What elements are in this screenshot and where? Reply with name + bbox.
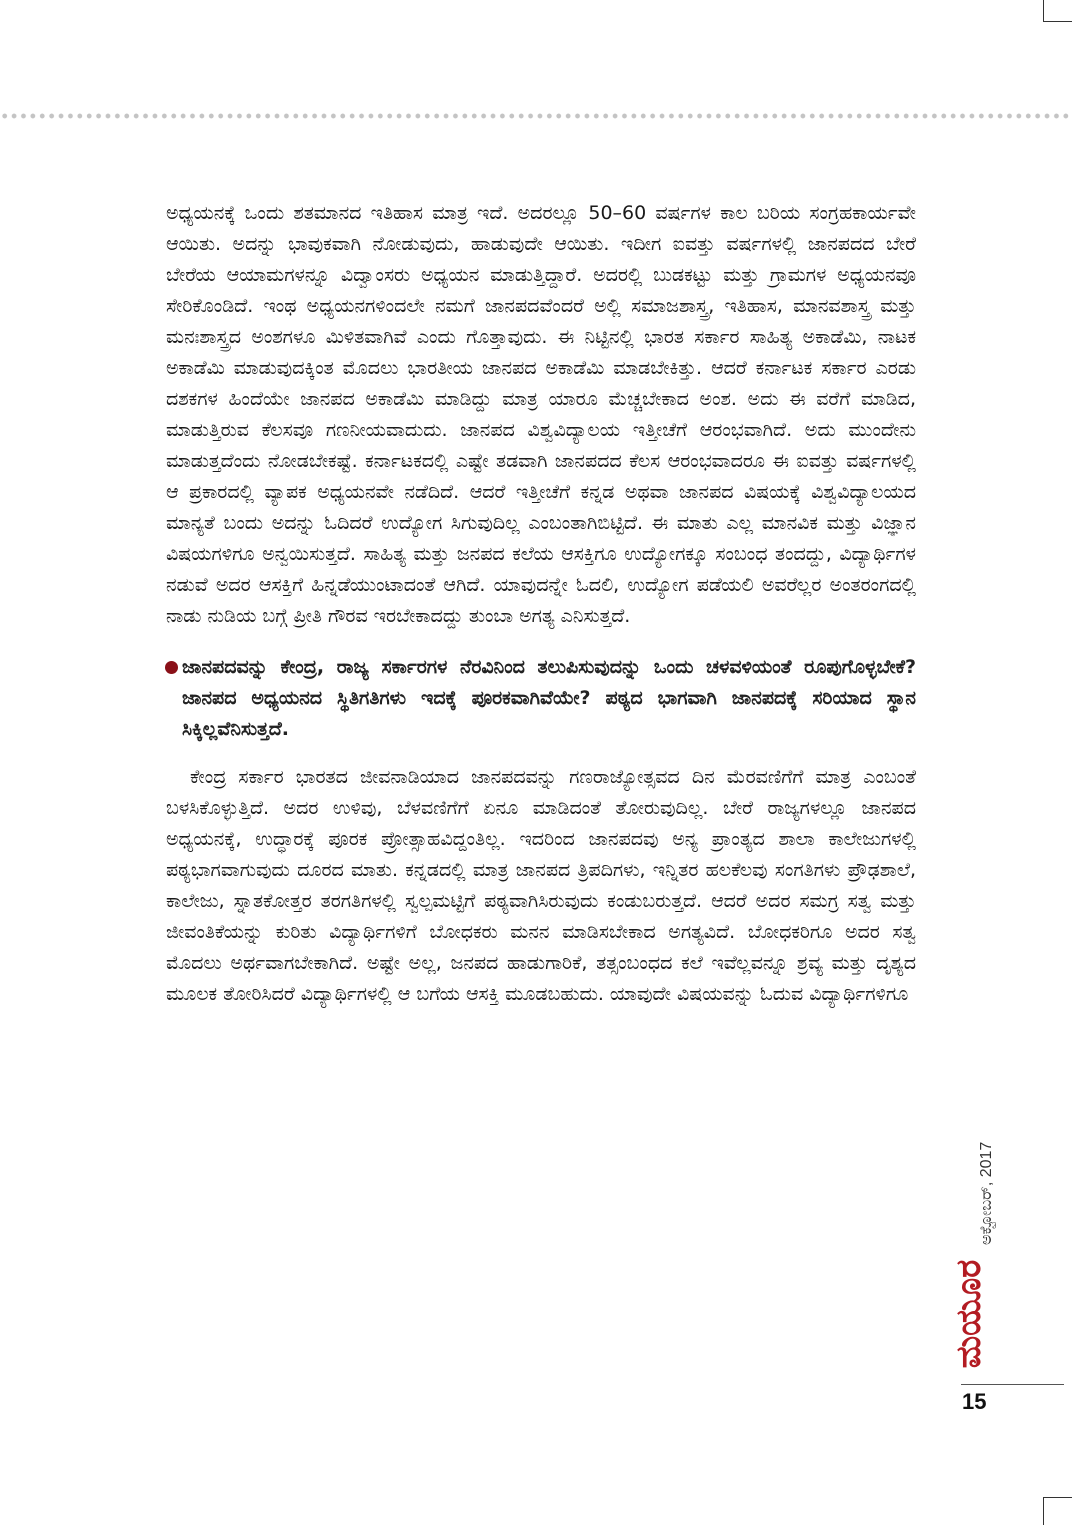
article-body	[166, 198, 916, 1010]
issue-date-text: ಅಕ್ಟೋಬರ್, 2017	[978, 1141, 995, 1245]
page-number: 15	[962, 1389, 987, 1414]
question-text: ಜಾನಪದವನ್ನು ಕೇಂದ್ರ, ರಾಜ್ಯ ಸರ್ಕಾರಗಳ ನೆರವಿನಿಂದ ತಲುಪಿಸುವುದನ್ನು ಒಂದು ಚಳವಳಿಯಂತೆ ರೂಪುಗೊಳ್ಳಬೇಕೆ? ಜಾನಪದ ಅಧ್ಯಯನದ ಸ್ಥಿತಿಗತಿಗಳು ಇದಕ್ಕೆ ಪೂರಕವಾಗಿವೆಯೇ? ಪಠ್ಯದ ಭಾಗವಾಗಿ ಜಾನಪದಕ್ಕೆ ಸರಿಯಾದ ಸ್ಥಾನ ಸಿಕ್ಕಿಲ್ಲವೆನಿಸುತ್ತದೆ.	[182, 656, 916, 740]
dotted-header-rule	[0, 112, 1072, 120]
bullet-icon	[165, 661, 178, 674]
interview-question	[166, 652, 916, 745]
magazine-logo-text: ಮಯೂರ	[949, 1259, 989, 1369]
crop-mark-top	[1043, 0, 1044, 22]
magazine-logo	[945, 1255, 993, 1373]
crop-mark-top-horizontal	[1043, 21, 1072, 22]
issue-date	[975, 1075, 999, 1245]
paragraph-2: ಕೇಂದ್ರ ಸರ್ಕಾರ ಭಾರತದ ಜೀವನಾಡಿಯಾದ ಜಾನಪದವನ್ನು ಗಣರಾಜ್ಯೋತ್ಸವದ ದಿನ ಮೆರವಣಿಗೆಗೆ ಮಾತ್ರ ಎಂಬಂತೆ ಬಳಸಿಕೊಳ್ಳುತ್ತಿದೆ. ಅದರ ಉಳಿವು, ಬೆಳವಣಿಗೆಗೆ ಏನೂ ಮಾಡಿದಂತೆ ತೋರುವುದಿಲ್ಲ. ಬೇರೆ ರಾಜ್ಯಗಳಲ್ಲೂ ಜಾನಪದ ಅಧ್ಯಯನಕ್ಕೆ, ಉದ್ಧಾರಕ್ಕೆ ಪೂರಕ ಪ್ರೋತ್ಸಾಹವಿದ್ದಂತಿಲ್ಲ. ಇದರಿಂದ ಜಾನಪದವು ಅನ್ಯ ಪ್ರಾಂತ್ಯದ ಶಾಲಾ ಕಾಲೇಜುಗಳಲ್ಲಿ ಪಠ್ಯಭಾಗವಾಗುವುದು ದೂರದ ಮಾತು. ಕನ್ನಡದಲ್ಲಿ ಮಾತ್ರ ಜಾನಪದ ತ್ರಿಪದಿಗಳು, ಇನ್ನಿತರ ಹಲಕೆಲವು ಸಂಗತಿಗಳು ಪ್ರೌಢಶಾಲೆ, ಕಾಲೇಜು, ಸ್ನಾತಕೋತ್ತರ ತರಗತಿಗಳಲ್ಲಿ ಸ್ವಲ್ಪಮಟ್ಟಿಗೆ ಪಠ್ಯವಾಗಿಸಿರುವುದು ಕಂಡುಬರುತ್ತದೆ. ಆದರೆ ಅದರ ಸಮಗ್ರ ಸತ್ವ ಮತ್ತು ಜೀವಂತಿಕೆಯನ್ನು ಕುರಿತು ವಿದ್ಯಾರ್ಥಿಗಳಿಗೆ ಬೋಧಕರು ಮನನ ಮಾಡಿಸಬೇಕಾದ ಅಗತ್ಯವಿದೆ. ಬೋಧಕರಿಗೂ ಅದರ ಸತ್ವ ಮೊದಲು ಅರ್ಥವಾಗಬೇಕಾಗಿದೆ. ಅಷ್ಟೇ ಅಲ್ಲ, ಜನಪದ ಹಾಡುಗಾರಿಕೆ, ತತ್ಸಂಬಂಧದ ಕಲೆ ಇವೆಲ್ಲವನ್ನೂ ಶ್ರವ್ಯ ಮತ್ತು ದೃಶ್ಯದ ಮೂಲಕ ತೋರಿಸಿದರೆ ವಿದ್ಯಾರ್ಥಿಗಳಲ್ಲಿ ಆ ಬಗೆಯ ಆಸಕ್ತಿ ಮೂಡಬಹುದು. ಯಾವುದೇ ವಿಷಯವನ್ನು ಓದುವ ವಿದ್ಯಾರ್ಥಿಗಳಿಗೂ	[166, 766, 916, 1005]
crop-mark-bottom-horizontal	[1043, 1497, 1072, 1498]
crop-mark-bottom	[1043, 1497, 1044, 1525]
paragraph-1: ಅಧ್ಯಯನಕ್ಕೆ ಒಂದು ಶತಮಾನದ ಇತಿಹಾಸ ಮಾತ್ರ ಇದೆ. ಅದರಲ್ಲೂ 50–60 ವರ್ಷಗಳ ಕಾಲ ಬರಿಯ ಸಂಗ್ರಹಕಾರ್ಯವೇ ಆಯಿತು. ಅದನ್ನು ಭಾವುಕವಾಗಿ ನೋಡುವುದು, ಹಾಡುವುದೇ ಆಯಿತು. ಇದೀಗ ಐವತ್ತು ವರ್ಷಗಳಲ್ಲಿ ಜಾನಪದದ ಬೇರೆ ಬೇರೆಯ ಆಯಾಮಗಳನ್ನೂ ವಿದ್ವಾಂಸರು ಅಧ್ಯಯನ ಮಾಡುತ್ತಿದ್ದಾರೆ. ಅದರಲ್ಲಿ ಬುಡಕಟ್ಟು ಮತ್ತು ಗ್ರಾಮಗಳ ಅಧ್ಯಯನವೂ ಸೇರಿಕೊಂಡಿದೆ. ಇಂಥ ಅಧ್ಯಯನಗಳಿಂದಲೇ ನಮಗೆ ಜಾನಪದವೆಂದರೆ ಅಲ್ಲಿ ಸಮಾಜಶಾಸ್ತ್ರ, ಇತಿಹಾಸ, ಮಾನವಶಾಸ್ತ್ರ ಮತ್ತು ಮನಃಶಾಸ್ತ್ರದ ಅಂಶಗಳೂ ಮಿಳಿತವಾಗಿವೆ ಎಂದು ಗೊತ್ತಾವುದು. ಈ ನಿಟ್ಟಿನಲ್ಲಿ ಭಾರತ ಸರ್ಕಾರ ಸಾಹಿತ್ಯ ಅಕಾಡೆಮಿ, ನಾಟಕ ಅಕಾಡೆಮಿ ಮಾಡುವುದಕ್ಕಿಂತ ಮೊದಲು ಭಾರತೀಯ ಜಾನಪದ ಅಕಾಡೆಮಿ ಮಾಡಬೇಕಿತ್ತು. ಆದರೆ ಕರ್ನಾಟಕ ಸರ್ಕಾರ ಎರಡು ದಶಕಗಳ ಹಿಂದೆಯೇ ಜಾನಪದ ಅಕಾಡೆಮಿ ಮಾಡಿದ್ದು ಮಾತ್ರ ಯಾರೂ ಮೆಚ್ಚಬೇಕಾದ ಅಂಶ. ಅದು ಈ ವರೆಗೆ ಮಾಡಿದ, ಮಾಡುತ್ತಿರುವ ಕೆಲಸವೂ ಗಣನೀಯವಾದುದು. ಜಾನಪದ ವಿಶ್ವವಿದ್ಯಾಲಯ ಇತ್ತೀಚೆಗೆ ಆರಂಭವಾಗಿದೆ. ಅದು ಮುಂದೇನು ಮಾಡುತ್ತದೆಂದು ನೋಡಬೇಕಷ್ಟೆ. ಕರ್ನಾಟಕದಲ್ಲಿ ಎಷ್ಟೇ ತಡವಾಗಿ ಜಾನಪದದ ಕೆಲಸ ಆರಂಭವಾದರೂ ಈ ಐವತ್ತು ವರ್ಷಗಳಲ್ಲಿ ಆ ಪ್ರಕಾರದಲ್ಲಿ ವ್ಯಾಪಕ ಅಧ್ಯಯನವೇ ನಡೆದಿದೆ. ಆದರೆ ಇತ್ತೀಚೆಗೆ ಕನ್ನಡ ಅಥವಾ ಜಾನಪದ ವಿಷಯಕ್ಕೆ ವಿಶ್ವವಿದ್ಯಾಲಯದ ಮಾನ್ಯತೆ ಬಂದು ಅದನ್ನು ಓದಿದರೆ ಉದ್ಯೋಗ ಸಿಗುವುದಿಲ್ಲ ಎಂಬಂತಾಗಿಬಿಟ್ಟಿದೆ. ಈ ಮಾತು ಎಲ್ಲ ಮಾನವಿಕ ಮತ್ತು ವಿಜ್ಞಾನ ವಿಷಯಗಳಿಗೂ ಅನ್ವಯಿಸುತ್ತದೆ. ಸಾಹಿತ್ಯ ಮತ್ತು ಜನಪದ ಕಲೆಯ ಆಸಕ್ತಿಗೂ ಉದ್ಯೋಗಕ್ಕೂ ಸಂಬಂಧ ತಂದದ್ದು, ವಿದ್ಯಾರ್ಥಿಗಳ ನಡುವೆ ಅದರ ಆಸಕ್ತಿಗೆ ಹಿನ್ನಡೆಯುಂಟಾದಂತೆ ಆಗಿದೆ. ಯಾವುದನ್ನೇ ಓದಲಿ, ಉದ್ಯೋಗ ಪಡೆಯಲಿ ಅವರೆಲ್ಲರ ಅಂತರಂಗದಲ್ಲಿ ನಾಡು ನುಡಿಯ ಬಗ್ಗೆ ಪ್ರೀತಿ ಗೌರವ ಇರಬೇಕಾದದ್ದು ತುಂಬಾ ಅಗತ್ಯ ಎನಿಸುತ್ತದೆ.	[166, 202, 916, 627]
page-number-rule	[961, 1384, 1064, 1385]
